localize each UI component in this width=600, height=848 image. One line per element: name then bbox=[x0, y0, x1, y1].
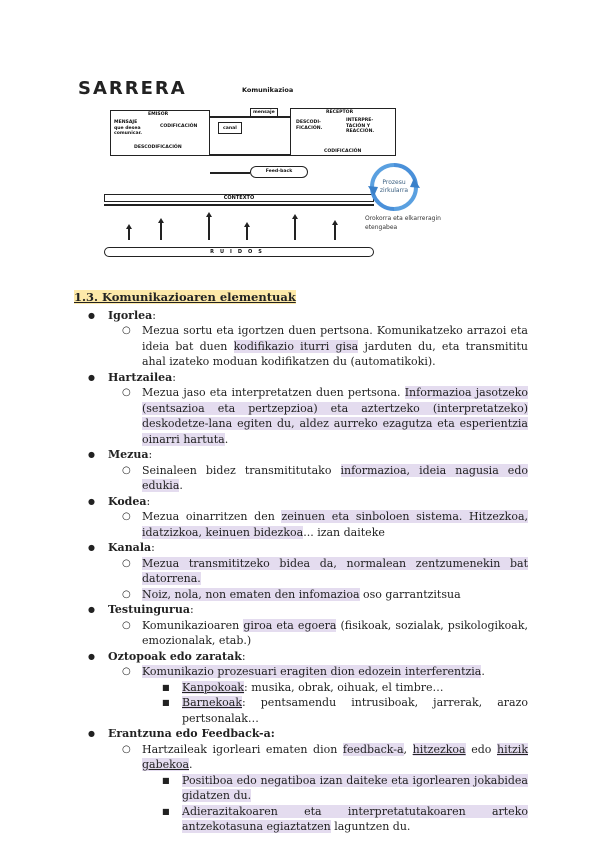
emisor-label: EMISOR bbox=[148, 112, 169, 117]
element-description bbox=[108, 385, 528, 447]
communication-diagram bbox=[78, 76, 441, 266]
element-sublist bbox=[108, 385, 528, 447]
noise-arrow-3 bbox=[208, 216, 210, 240]
element-term: Mezua bbox=[108, 448, 149, 461]
element-term: Kanala bbox=[108, 541, 152, 554]
element-detail bbox=[142, 773, 528, 804]
codificacion-receptor-label: CODIFICACIÓN bbox=[324, 149, 362, 154]
element-item: ● Testuingurua: ○ Komunikazioaren giroa eta egoera (fisikoak, sozialak, psikologikoak, emozionalak, etab.) bbox=[74, 602, 528, 649]
text-run: : musika, obrak, oihuak, el timbre… bbox=[244, 680, 444, 694]
diagram-title: SARRERA bbox=[78, 78, 187, 99]
element-item: ● Igorlea: ○ Mezua sortu eta igortzen duen pertsona. Komunikatzeko arrazoi eta ideia bat duen kodifikazio iturri gisa jarduten du, eta transmititu ahal izateko moduan kodifikatzen du (automatikoki). bbox=[74, 308, 528, 370]
noise-arrow-1 bbox=[128, 228, 130, 240]
text-run: . bbox=[481, 665, 485, 678]
text-run: jarduten du, eta transmititu ahal izateko moduan kodifikatzen du (automatikoki). bbox=[142, 339, 528, 368]
text-run: Mezua transmititzeko bidea da, normalean zentzumenekin bat datorrena. bbox=[142, 556, 528, 585]
text-run: Komunikazioaren bbox=[142, 618, 244, 632]
mensaje-que-desea-label: MENSAJE que desea comunicar. bbox=[114, 120, 142, 136]
section-title bbox=[74, 290, 528, 306]
text-run: edo bbox=[465, 742, 497, 756]
element-description bbox=[108, 509, 528, 540]
element-sublist bbox=[108, 742, 528, 835]
text-run: Hartzaileak igorleari ematen dion bbox=[142, 742, 343, 756]
element-term: Igorlea bbox=[108, 308, 153, 322]
text-run: Mezua sortu eta igortzen duen pertsona. Komunikatzeko arrazoi eta ideia bat duen bbox=[142, 324, 528, 353]
element-detail bbox=[142, 804, 528, 835]
arrow-emisor-receptor bbox=[210, 116, 290, 118]
element-sublist bbox=[108, 664, 528, 726]
text-run: . bbox=[189, 758, 193, 771]
element-sublist bbox=[108, 463, 528, 494]
element-detail bbox=[142, 695, 528, 726]
element-item bbox=[74, 726, 528, 835]
text-run: ... izan daiteke bbox=[303, 525, 385, 539]
contexto-underline bbox=[104, 204, 374, 206]
element-term: Erantzuna edo Feedback-a: bbox=[108, 727, 275, 740]
elements-list bbox=[74, 308, 528, 835]
element-item: ● Oztopoak edo zaratak: ○ Komunikazio prozesuari eragiten dion edozein interferentzia. ■ Kanpokoak: musika, obrak, oihuak, el timbre… ■ Barnekoak: pentsamendu intrusiboak, jarrerak, arazo pertsonalak… bbox=[74, 649, 528, 727]
element-description bbox=[108, 463, 528, 494]
interpretacion-label: INTERPRE-TACIÓN Y REACCIÓN. bbox=[346, 118, 375, 134]
element-item: ● Mezua: ○ Seinaleen bidez transmititutako informazioa, ideia nagusia edo edukia. bbox=[74, 447, 528, 494]
text-run: hitzik gabekoa bbox=[142, 742, 528, 771]
noise-arrow-6 bbox=[334, 224, 336, 240]
text-run: . bbox=[224, 432, 229, 446]
noise-arrow-4 bbox=[246, 226, 248, 240]
circular-process-label: Prozesu zirkularra bbox=[379, 179, 409, 194]
element-description bbox=[108, 742, 528, 835]
text-run: Seinaleen bidez transmititutako bbox=[142, 463, 341, 477]
text-run: . bbox=[179, 479, 183, 492]
element-detail bbox=[142, 680, 528, 696]
receptor-label: RECEPTOR bbox=[326, 110, 354, 115]
text-run: Noiz, nola, non ematen den infomazioa bbox=[142, 587, 360, 601]
text-run: , bbox=[403, 742, 413, 756]
text-run: giroa eta egoera bbox=[243, 618, 337, 632]
noise-arrow-2 bbox=[160, 222, 162, 240]
text-run: informazioa, ideia nagusia edo edukia bbox=[142, 463, 528, 492]
element-item: ● Hartzailea: ○ Mezua jaso eta interpretatzen duen pertsona. Informazioa jasotzeko (sentsazioa eta pertzepzioa) eta aztertzeko (interpretatzeko) deskodetze-lana egiten du, aldez aurreko ezagutza eta esperientzia oinarri hartuta. bbox=[74, 370, 528, 448]
text-run: Mezua jaso eta interpretatzen duen pertsona. bbox=[142, 386, 405, 399]
descodificacion-emisor-label: DESCODIFICACIÓN bbox=[134, 145, 182, 150]
element-term: Kodea bbox=[108, 494, 147, 508]
element-term: Hartzailea bbox=[108, 370, 173, 384]
element-sublist bbox=[108, 556, 528, 603]
text-run: Kanpokoak bbox=[182, 680, 245, 694]
element-sublist bbox=[108, 509, 528, 540]
text-run: oso garrantzitsua bbox=[359, 587, 461, 601]
noise-arrow-5 bbox=[294, 218, 296, 240]
feedback-line bbox=[210, 172, 250, 174]
text-run: Mezua oinarritzen den bbox=[142, 510, 282, 523]
section-content bbox=[74, 290, 528, 835]
arrow-receptor-emisor bbox=[210, 154, 290, 156]
element-item: ● Kodea: ○ Mezua oinarritzen den zeinuen eta sinboloen sistema. Hitzezkoa, idatzizkoa, keinuen bidezkoa... izan daiteke bbox=[74, 494, 528, 541]
canal-label: canal bbox=[223, 126, 237, 131]
text-run: feedback-a bbox=[342, 742, 404, 756]
contexto-band: CONTEXTO bbox=[104, 194, 374, 202]
element-term: Testuingurua bbox=[108, 603, 190, 616]
element-description bbox=[108, 323, 528, 370]
element-description bbox=[108, 618, 528, 649]
circular-note: Orokorra eta elkarreragin etengabea bbox=[365, 215, 441, 231]
text-run: kodifikazio iturri gisa bbox=[233, 339, 359, 353]
codificacion-emisor-label: CODIFICACIÓN bbox=[160, 124, 198, 129]
text-run: Positiboa edo negatiboa izan daiteke eta igorlearen jokabidea gidatzen du. bbox=[182, 773, 528, 802]
mensaje-label: mensaje bbox=[253, 110, 275, 115]
element-subsublist bbox=[142, 680, 528, 727]
feedback-box: Feed-back bbox=[250, 166, 308, 178]
text-run: laguntzen du. bbox=[330, 820, 411, 833]
text-run: : pentsamendu intrusiboak, jarrerak, arazo pertsonalak… bbox=[182, 696, 528, 725]
section-title-text: 1.3. Komunikazioaren elementuak bbox=[74, 290, 296, 304]
element-item: ● Kanala: ○ Mezua transmititzeko bidea da, normalean zentzumenekin bat datorrena. ○ Noiz, nola, non ematen den infomazioa oso garrantzitsua bbox=[74, 540, 528, 602]
text-run: (fisikoak, sozialak, psikologikoak, emozionalak, etab.) bbox=[142, 618, 529, 647]
element-term: Oztopoak edo zaratak bbox=[108, 649, 242, 663]
text-run: Barnekoak bbox=[182, 696, 243, 709]
element-sublist bbox=[108, 323, 528, 370]
ruidos-band: RUIDOS bbox=[104, 247, 374, 257]
text-run: Komunikazio prozesuari eragiten dion edozein interferentzia bbox=[142, 665, 482, 678]
element-description bbox=[108, 664, 528, 726]
text-run: hitzezkoa bbox=[412, 742, 466, 756]
element-subsublist bbox=[142, 773, 528, 835]
text-run: Informazioa jasotzeko (sentsazioa eta pertzepzioa) eta aztertzeko (interpretatzeko) deskodetze-lana egiten du, aldez aurreko ezagutza eta esperientzia oinarri hartuta bbox=[142, 386, 528, 446]
descodificacion-receptor-label: DESCODI-FICACIÓN. bbox=[296, 120, 323, 131]
text-run: Adierazitakoaren eta interpretatutakoaren arteko antzekotasuna egiaztatzen bbox=[182, 804, 528, 833]
element-description bbox=[108, 587, 528, 603]
element-description bbox=[108, 556, 528, 587]
diagram-subtitle: Komunikazioa bbox=[242, 86, 294, 94]
text-run: zeinuen eta sinboloen sistema. Hitzezkoa, idatzizkoa, keinuen bidezkoa bbox=[142, 510, 529, 539]
element-sublist bbox=[108, 618, 528, 649]
